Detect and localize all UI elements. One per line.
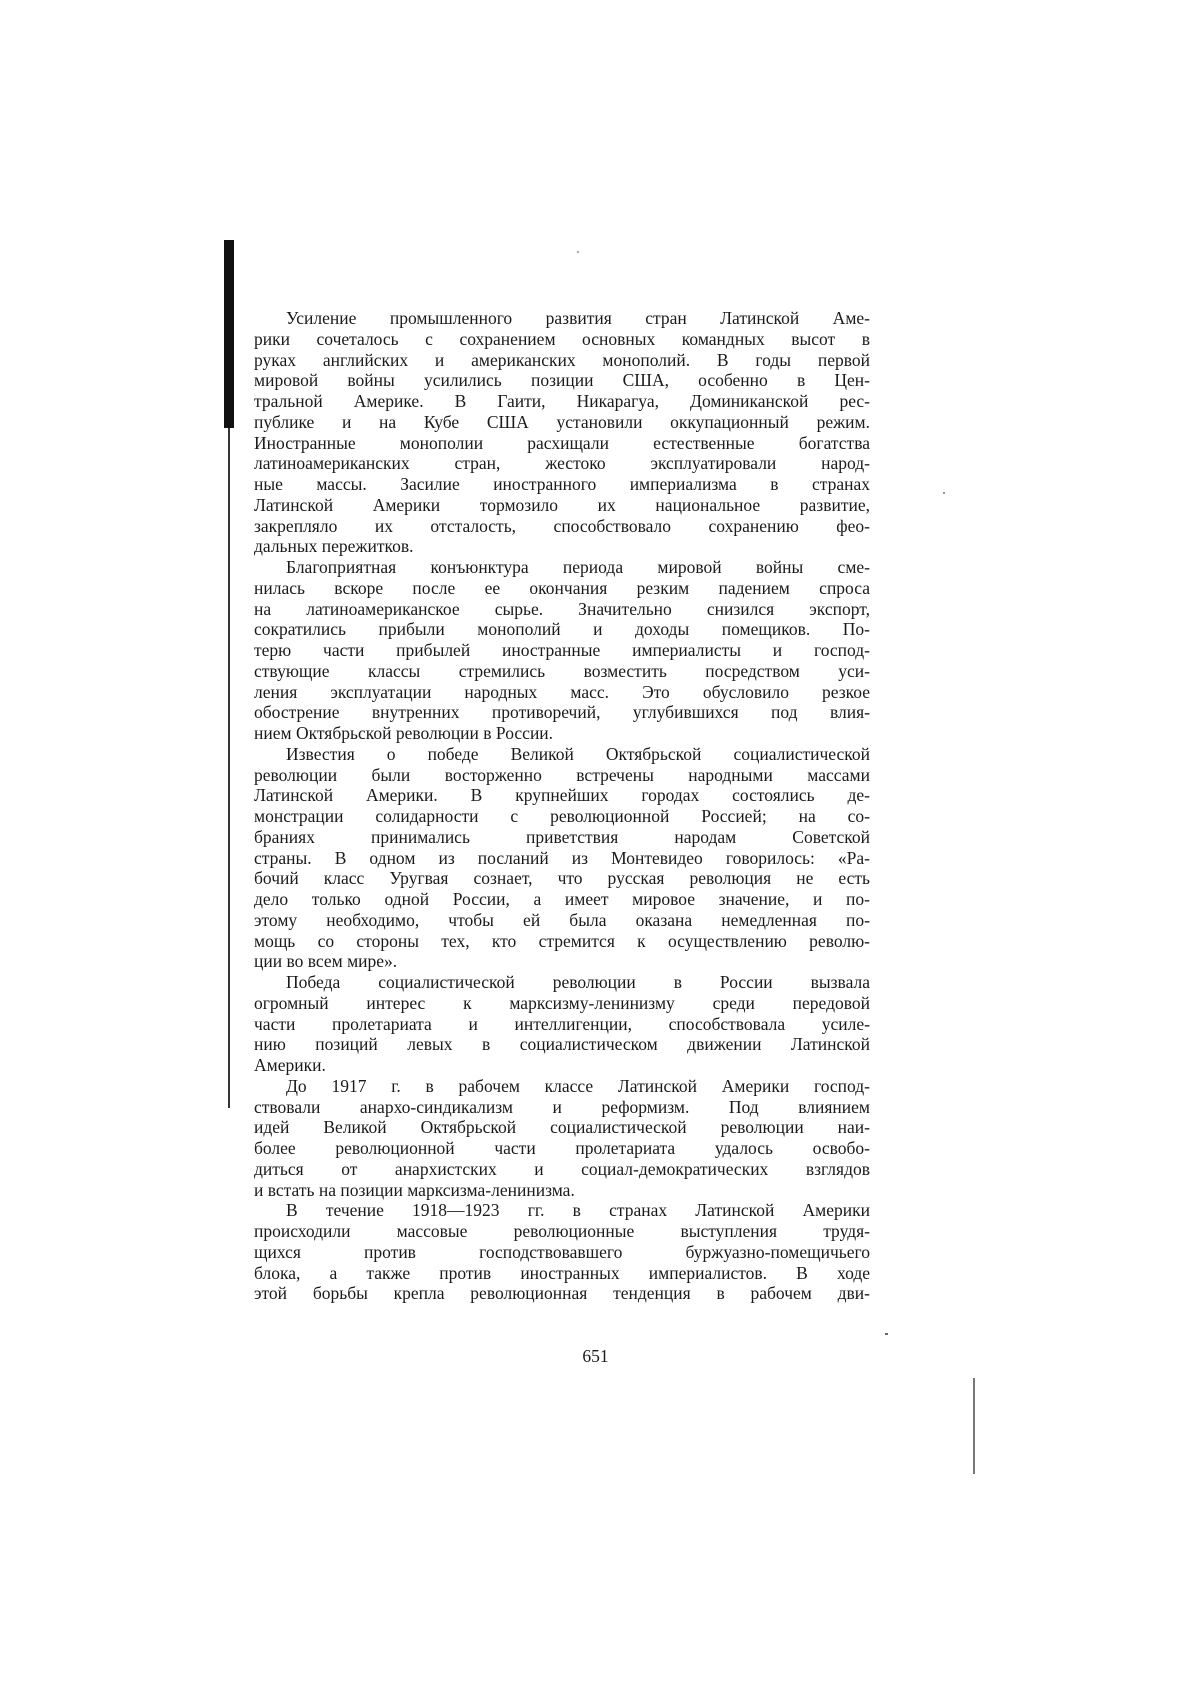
scan-speck: [885, 1333, 888, 1335]
text-line: Известия о победе Великой Октябрьской социалистической: [286, 743, 870, 764]
text-line: части пролетариата и интеллигенции, способствовала усиле-: [254, 1013, 870, 1034]
text-line: сократились прибыли монополий и доходы помещиков. По-: [254, 619, 870, 640]
text-line: руках английских и американских монополий. В годы первой: [254, 349, 870, 370]
text-line: ции во всем мире».: [254, 951, 398, 972]
text-line: на латиноамериканское сырье. Значительно снизился экспорт,: [254, 598, 870, 619]
scan-speck: [577, 251, 579, 253]
body-text: [254, 308, 870, 1304]
text-line: и встать на позиции марксизма-ленинизма.: [254, 1179, 575, 1200]
paragraph: [254, 972, 870, 1076]
text-line: ствующие классы стремились возместить посредством уси-: [254, 660, 870, 681]
paragraph: [254, 557, 870, 744]
page-number: 651: [582, 1346, 609, 1366]
text-line: Америки.: [254, 1055, 326, 1075]
text-line: обострение внутренних противоречий, углубившихся под влия-: [254, 702, 870, 723]
scan-speck: [943, 492, 945, 494]
text-line: нилась вскоре после ее окончания резким падением спроса: [254, 577, 870, 598]
text-line: щихся против господствовавшего буржуазно-помещичьего: [254, 1241, 870, 1262]
text-line: мировой войны усилились позиции США, особенно в Цен-: [254, 370, 870, 391]
text-line: Усиление промышленного развития стран Латинской Аме-: [286, 308, 870, 328]
text-line: более революционной части пролетариата удалось освобо-: [254, 1138, 870, 1158]
text-line: ления эксплуатации народных масс. Это обусловило резкое: [254, 681, 870, 702]
text-line: происходили массовые революционные выступления трудя-: [254, 1221, 870, 1241]
text-line: рики сочеталось с сохранением основных командных высот в: [254, 328, 870, 349]
text-line: До 1917 г. в рабочем классе Латинской Америки господ-: [286, 1075, 870, 1096]
text-line: тральной Америке. В Гаити, Никарагуа, Доминиканской рес-: [254, 391, 870, 411]
text-line: терю части прибылей иностранные империалисты и господ-: [254, 640, 870, 660]
text-line: публике и на Кубе США установили оккупационный режим.: [254, 411, 870, 432]
text-line: нием Октябрьской революции в России.: [254, 723, 554, 743]
text-line: революции были восторженно встречены народными массами: [254, 764, 870, 785]
text-line: Иностранные монополии расхищали естественные богатства: [254, 432, 870, 453]
text-line: дальных пережитков.: [254, 536, 414, 557]
text-line: бочий класс Уругвая сознает, что русская революция не есть: [254, 868, 870, 889]
scan-edge-mark: [973, 1378, 975, 1474]
text-line: нию позиций левых в социалистическом движении Латинской: [254, 1034, 870, 1055]
text-line: мощь со стороны тех, кто стремится к осуществлению револю-: [254, 930, 870, 951]
margin-bar: [224, 240, 234, 428]
paragraph: [254, 308, 870, 557]
text-line: Победа социалистической революции в России вызвала: [286, 972, 870, 992]
text-line: Благоприятная конъюнктура периода мировой войны сме-: [286, 557, 870, 577]
text-line: закрепляло их отсталость, способствовало сохранению фео-: [254, 515, 870, 536]
text-line: страны. В одном из посланий из Монтевидео говорилось: «Ра-: [254, 847, 870, 868]
text-line: Латинской Америки тормозило их национальное развитие,: [254, 494, 870, 515]
paragraph: [254, 744, 870, 972]
paragraph: [254, 1200, 870, 1304]
text-line: Латинской Америки. В крупнейших городах состоялись де-: [254, 785, 870, 806]
text-line: идей Великой Октябрьской социалистической революции наи-: [254, 1117, 870, 1138]
text-line: этому необходимо, чтобы ей была оказана немедленная по-: [254, 909, 870, 930]
text-line: этой борьбы крепла революционная тенденция в рабочем дви-: [254, 1283, 870, 1304]
margin-rule: [228, 428, 230, 1108]
text-line: дело только одной России, а имеет мировое значение, и по-: [254, 889, 870, 909]
text-line: огромный интерес к марксизму-ленинизму среди передовой: [254, 992, 870, 1013]
text-line: латиноамериканских стран, жестоко эксплуатировали народ-: [254, 453, 870, 474]
text-line: диться от анархистских и социал-демократических взглядов: [254, 1158, 870, 1179]
text-line: ствовали анархо-синдикализм и реформизм. Под влиянием: [254, 1096, 870, 1117]
text-line: монстрации солидарности с революционной Россией; на со-: [254, 806, 870, 826]
paragraph: [254, 1076, 870, 1201]
text-line: ные массы. Засилие иностранного империализма в странах: [254, 474, 870, 494]
text-line: браниях принимались приветствия народам Советской: [254, 826, 870, 847]
text-line: В течение 1918—1923 гг. в странах Латинской Америки: [286, 1200, 870, 1221]
text-line: блока, а также против иностранных империалистов. В ходе: [254, 1262, 870, 1283]
